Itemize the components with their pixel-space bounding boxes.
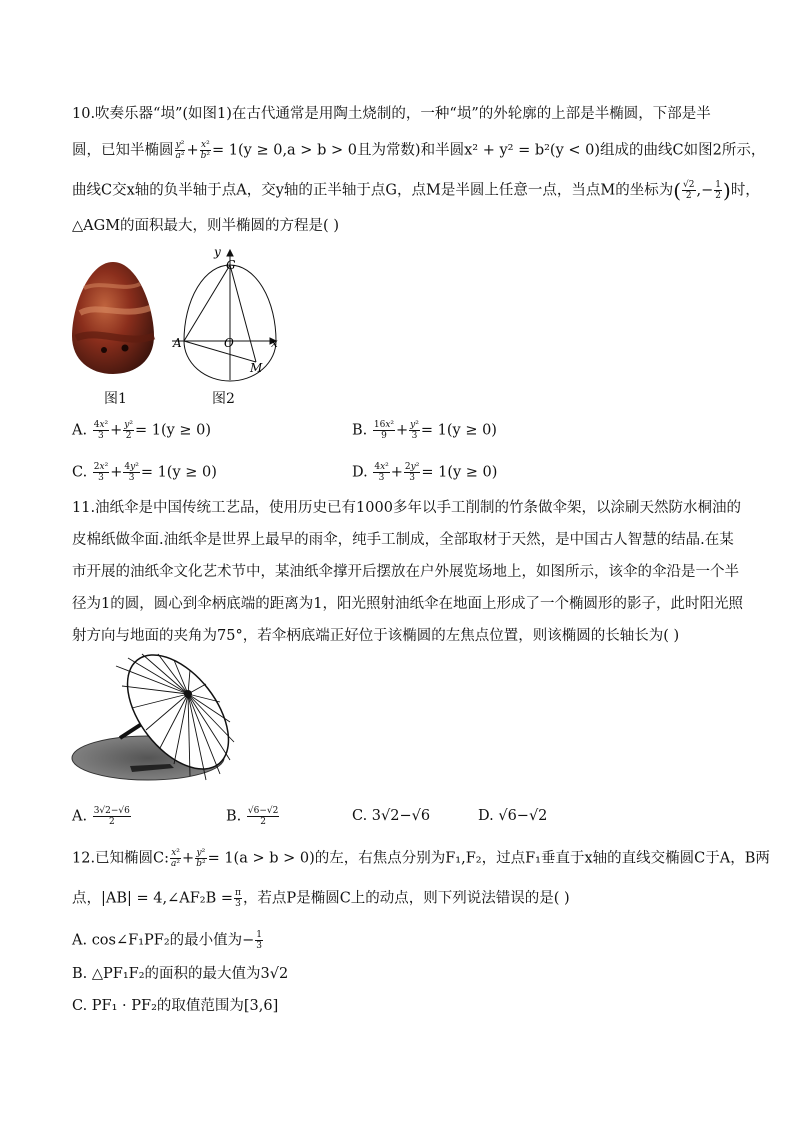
- q12-line-2: 点，|AB| = 4,∠AF₂B = $\frac{\pi}{3}$ ，若点P是椭圆C上的动点，则下列说法错误的是( ): [72, 888, 570, 909]
- q10-line-3-text-a: 曲线C交x轴的负半轴于点A，交y轴的正半轴于点G，点M是半圆上任意一点，当点M的坐标为: [72, 182, 674, 199]
- q11-option-d-text: √6−√2: [498, 808, 548, 824]
- q12-option-c[interactable]: C. PF₁ · PF₂的取值范围为[3,6]: [72, 998, 279, 1014]
- q10-option-b[interactable]: B. $\frac{\text{16x²}}{9}$ + $\frac{\text{y²}}{3}$ = 1(y ≥ 0): [352, 420, 497, 441]
- frac-sqrt2-2: $\frac{√2}{2}$: [683, 180, 695, 201]
- q10-line-1: 10.吹奏乐器“埙”(如图1)在古代通常是用陶土烧制的，一种“埙”的外轮廓的上部是半椭圆，下部是半: [72, 106, 711, 122]
- figure-2-caption: 图2: [212, 391, 235, 407]
- q10-line-3: 曲线C交x轴的负半轴于点A，交y轴的正半轴于点G，点M是半圆上任意一点，当点M的坐标为( $\frac{√2}{2}$ ,− $\frac{1}{2}$ )时，: [72, 178, 760, 203]
- q12-option-a[interactable]: A. cos∠F₁PF₂的最小值为− $\frac{1}{3}$: [72, 930, 263, 951]
- label-x: x: [271, 336, 278, 350]
- q10-line-2-text-a: 圆，已知半椭圆: [72, 142, 174, 159]
- q10-option-c[interactable]: C. $\frac{\text{2x²}}{3}$ + $\frac{\text{4y²}}{3}$ = 1(y ≥ 0): [72, 462, 217, 483]
- q10-option-b-text: = 1(y ≥ 0): [420, 422, 497, 439]
- label-G: G: [226, 258, 236, 272]
- q10-option-c-text: = 1(y ≥ 0): [140, 464, 217, 481]
- frac-1-2: $\frac{1}{2}$: [715, 180, 721, 201]
- q11-option-c-text: 3√2−√6: [371, 808, 431, 824]
- q11-option-a[interactable]: A. $\frac{3√2-√6}{2}$: [72, 806, 130, 827]
- q11-option-d[interactable]: D. √6−√2: [478, 808, 548, 824]
- q10-line-2-text-b: = 1(y ≥ 0,a > b > 0且为常数)和半圆x² + y² = b²(y < 0)组成的曲线C如图2所示，: [212, 142, 766, 159]
- q12-line-1-text-b: = 1(a > b > 0)的左，右焦点分别为F₁,F₂，过点F₁垂直于x轴的直线交椭圆C于A，B两: [207, 850, 770, 867]
- frac-x2-b2: $\frac{\text{x²}}{\text{b²}}$: [200, 140, 211, 161]
- q10-option-a-text: = 1(y ≥ 0): [134, 422, 212, 439]
- curve-c-diagram: [168, 244, 288, 382]
- q12-option-a-text: A. cos∠F₁PF₂的最小值为−: [72, 932, 255, 949]
- figure-1-caption: 图1: [104, 391, 127, 407]
- label-O: O: [224, 336, 234, 350]
- label-A: A: [173, 336, 182, 350]
- q10-option-a[interactable]: A. $\frac{\text{4x²}}{3}$ + $\frac{\text{y²}}{2}$ = 1(y ≥ 0): [72, 420, 212, 441]
- q12-line-1: 12.已知椭圆C: $\frac{\text{x²}}{\text{a²}}$ + $\frac{\text{y²}}{\text{b²}}$ = 1(a > b > 0)的左，右焦点分别为F₁,F₂，过点F₁垂直于x轴的直线交椭圆C于A，B两: [72, 848, 770, 869]
- q10-line-4: △AGM的面积最大，则半椭圆的方程是( ): [72, 218, 339, 234]
- q11-line-4: 径为1的圆，圆心到伞柄底端的距离为1，阳光照射油纸伞在地面上形成了一个椭圆形的影子，此时阳光照: [72, 596, 743, 612]
- q11-line-3: 市开展的油纸伞文化艺术节中，某油纸伞撑开后摆放在户外展览场地上，如图所示，该伞的伞沿是一个半: [72, 564, 739, 580]
- q12-line-1-text-a: 12.已知椭圆C:: [72, 850, 170, 867]
- q12-option-b[interactable]: B. △PF₁F₂的面积的最大值为3√2: [72, 966, 289, 982]
- q10-line-3-text-b: 时，: [730, 182, 760, 199]
- oil-paper-umbrella-image: [70, 652, 242, 784]
- q12-line-2-text-b: ，若点P是椭圆C上的动点，则下列说法错误的是( ): [242, 890, 570, 907]
- q12-line-2-text-a: 点，|AB| = 4,∠AF₂B =: [72, 890, 234, 907]
- q11-line-5: 射方向与地面的夹角为75°，若伞柄底端正好位于该椭圆的左焦点位置，则该椭圆的长轴长为( ): [72, 628, 680, 644]
- q11-option-c[interactable]: C. 3√2−√6: [352, 808, 431, 824]
- label-y: y: [214, 245, 221, 259]
- q11-line-2: 皮棉纸做伞面.油纸伞是世界上最早的雨伞，纯手工制成，全部取材于天然，是中国古人智慧的结晶.在某: [72, 532, 734, 548]
- q11-line-1: 11.油纸伞是中国传统工艺品，使用历史已有1000多年以手工削制的竹条做伞架，以涂刷天然防水桐油的: [72, 500, 741, 516]
- q10-option-d[interactable]: D. $\frac{\text{4x²}}{3}$ + $\frac{\text{2y²}}{3}$ = 1(y ≥ 0): [352, 462, 498, 483]
- frac-y2-a2: $\frac{\text{y²}}{\text{a²}}$: [175, 140, 185, 161]
- label-M: M: [250, 361, 263, 375]
- q10-option-d-text: = 1(y ≥ 0): [421, 464, 498, 481]
- xun-instrument-image: [68, 258, 158, 378]
- q11-option-b[interactable]: B. $\frac{√6-√2}{2}$: [226, 806, 279, 827]
- q10-line-2: 圆，已知半椭圆 $\frac{\text{y²}}{\text{a²}}$ + $\frac{\text{x²}}{\text{b²}}$ = 1(y ≥ 0,a > b > 0且为常数)和半圆x² + y² = b²(y < 0)组成的曲线C如图2所示，: [72, 140, 766, 161]
